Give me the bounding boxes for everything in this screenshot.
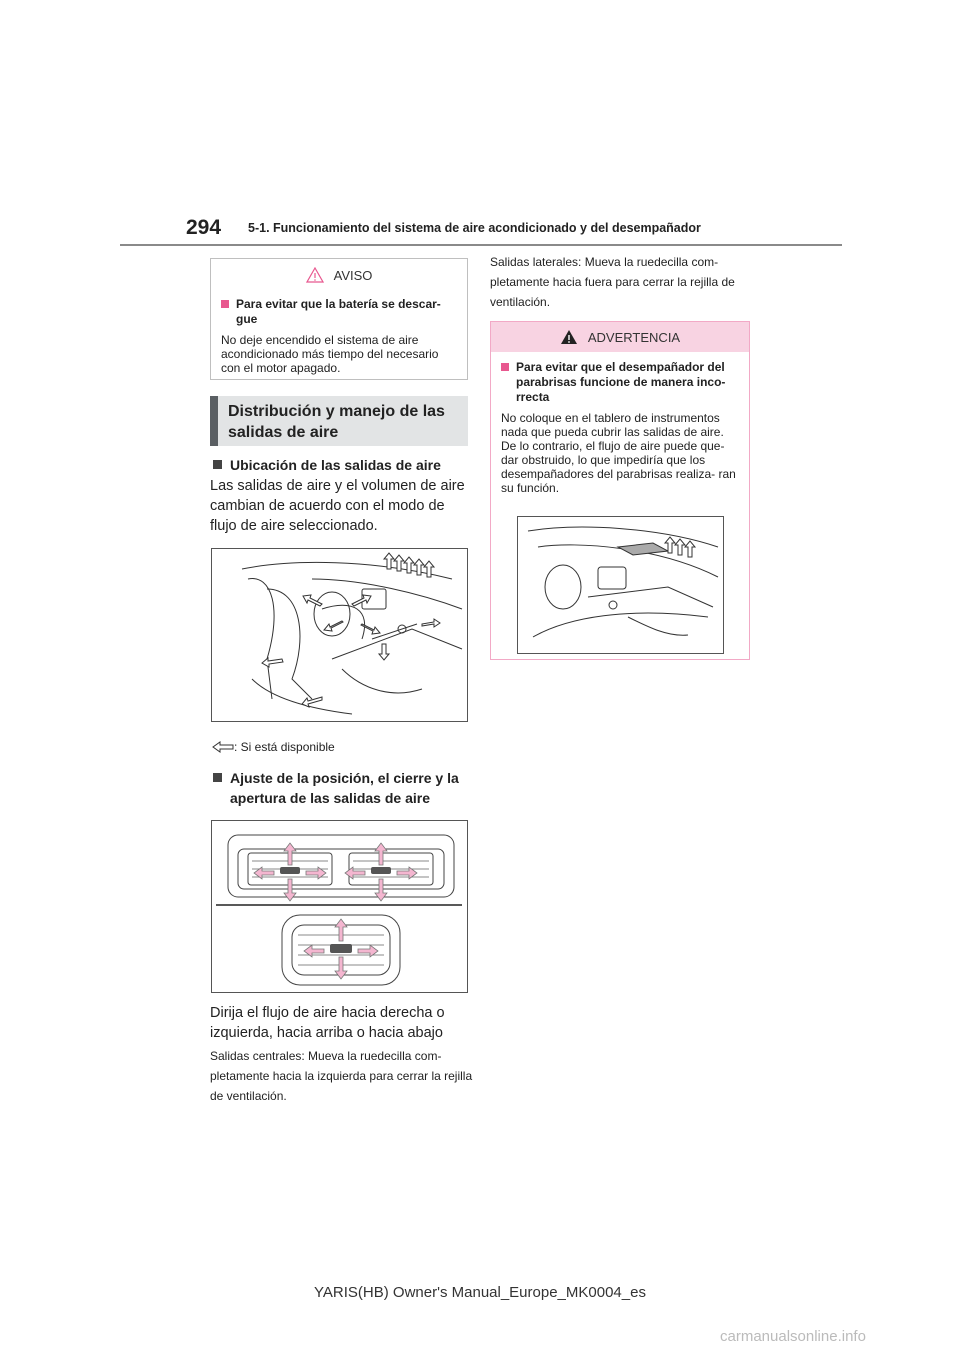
advertencia-label: ADVERTENCIA [587, 329, 681, 345]
aviso-subheading [211, 289, 467, 327]
central-vents-text: Salidas centrales: Mueva la ruedecilla com- pletamente hacia la izquierda para cerrar la rejilla de ventilación. [210, 1049, 473, 1103]
pink-bullet-icon [221, 300, 229, 308]
advertencia-body: No coloque en el tablero de instrumentos nada que pueda cubrir las salidas de aire. De lo contrario, el flujo de aire puede que- dar obstruido, lo que impediría que los desempañadores del parabrisas realiza- ran su función. [501, 411, 736, 495]
chapter-title: 5-1. Funcionamiento del sistema de aire acondicionado y del desempañador [248, 221, 701, 235]
grey-bullet-icon [213, 773, 222, 782]
lateral-vents-text: Salidas laterales: Mueva la ruedecilla com- pletamente hacia fuera para cerrar la rejilla de ventilación. [490, 255, 735, 309]
adjust-heading [213, 768, 471, 808]
watermark: carmanualsonline.info [720, 1328, 866, 1345]
section-heading [210, 396, 468, 446]
vent-adjust-figure [211, 820, 468, 993]
aviso-subheading-text: Para evitar que la batería se descar- gue [236, 297, 441, 326]
aviso-body: No deje encendido el sistema de aire acondicionado más tiempo del necesario con el motor apagado. [221, 333, 439, 375]
vent-adjust-illustration [212, 821, 468, 993]
availability-legend [212, 737, 335, 757]
section-heading-line2: salidas de aire [228, 424, 339, 441]
location-heading [213, 455, 471, 475]
header-divider [120, 244, 842, 246]
advertencia-subheading [491, 352, 749, 405]
page-number: 294 [186, 216, 222, 239]
defroster-figure [517, 516, 724, 654]
grey-bullet-icon [213, 460, 222, 469]
aviso-label: AVISO [333, 267, 373, 283]
defroster-illustration [518, 517, 724, 654]
caution-triangle-icon [306, 267, 324, 283]
adjust-body: Dirija el flujo de aire hacia derecha o izquierda, hacia arriba o hacia abajo [210, 1005, 445, 1041]
advertencia-box [490, 321, 750, 660]
cabin-vents-figure [211, 548, 468, 722]
aviso-header [211, 261, 467, 289]
warning-triangle-icon [560, 329, 578, 345]
advertencia-header [491, 322, 749, 352]
location-body: Las salidas de aire y el volumen de aire cambian de acuerdo con el modo de flujo de aire seleccionado. [210, 478, 465, 534]
aviso-box [210, 258, 468, 380]
manual-footer: YARIS(HB) Owner's Manual_Europe_MK0004_es [314, 1284, 646, 1301]
cabin-vents-illustration [212, 549, 468, 722]
outline-arrow-icon [212, 741, 234, 753]
availability-legend-text: : Si está disponible [234, 740, 335, 754]
pink-bullet-icon [501, 363, 509, 371]
adjust-heading-text: Ajuste de la posición, el cierre y la apertura de las salidas de aire [230, 770, 459, 806]
advertencia-subheading-text: Para evitar que el desempañador del parabrisas funcione de manera inco- rrecta [516, 360, 726, 404]
location-heading-text: Ubicación de las salidas de aire [230, 457, 441, 473]
section-heading-line1: Distribución y manejo de las [228, 403, 445, 420]
